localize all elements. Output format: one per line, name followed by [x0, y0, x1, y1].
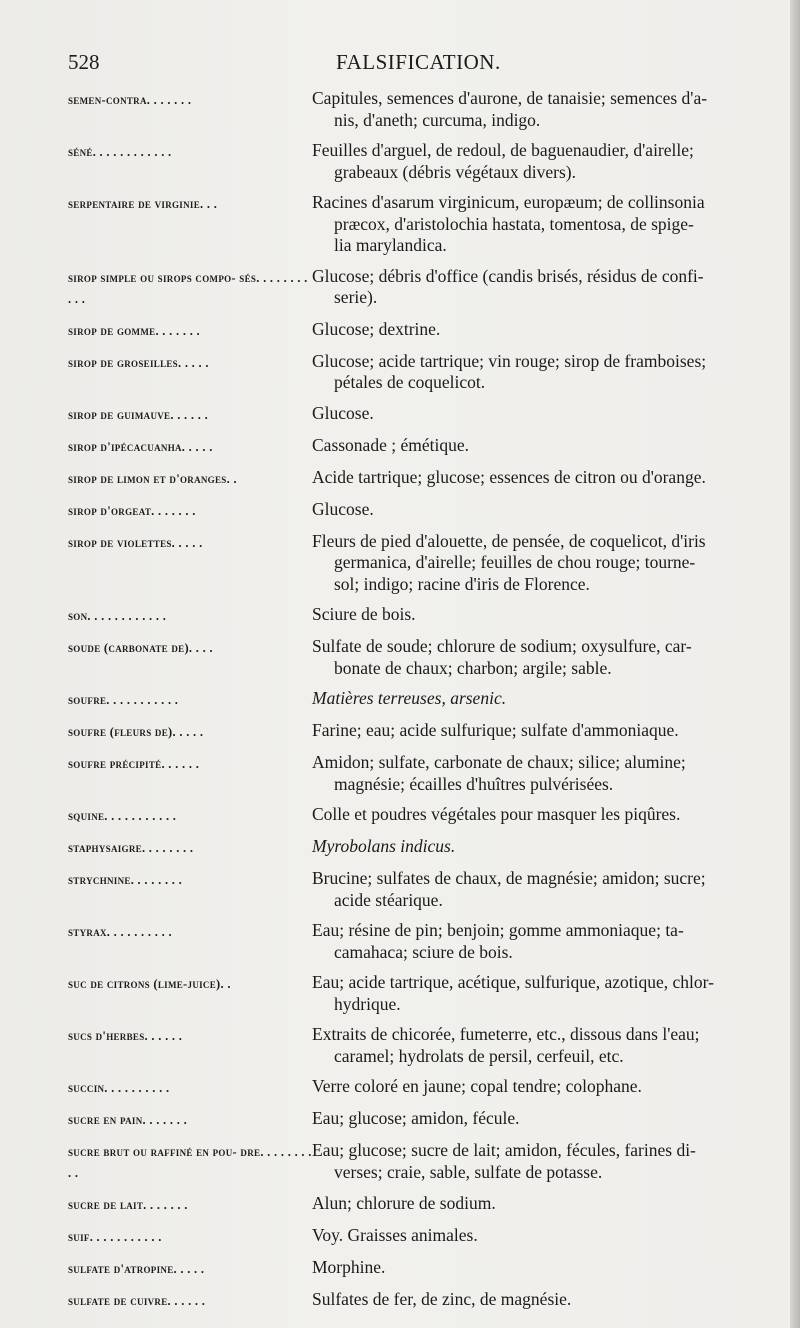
description-line: Glucose.: [312, 498, 374, 519]
entry-term: sucre brut ou raffiné en pou- dre. . . . . . . . . .: [68, 1145, 312, 1180]
entry-term: soufre précipité. . . . . .: [68, 757, 200, 771]
entry-term: succin. . . . . . . . . .: [68, 1081, 170, 1095]
entry-row: [68, 720, 740, 743]
description-line: magnésie; écailles d'huîtres pulvérisées.: [334, 773, 614, 794]
description-line: Farine; eau; acide sulfurique; sulfate d'ammoniaque.: [312, 720, 679, 740]
entry-description: [312, 1024, 740, 1067]
entry-row: [68, 435, 740, 458]
entry-description: [312, 604, 740, 626]
description-line: Glucose.: [312, 402, 374, 423]
description-line: Sulfate de soude; chlorure de sodium; oxysulfure, car-: [312, 636, 692, 656]
entry-term: sirop de gomme. . . . . . .: [68, 323, 200, 338]
entry-row: [68, 804, 740, 827]
entry-term: sirop de groseilles. . . . .: [68, 355, 209, 370]
entry-term: styrax. . . . . . . . . .: [68, 925, 172, 939]
entry-row: [68, 319, 740, 342]
entry-term: sulfate de cuivre. . . . . .: [68, 1294, 206, 1308]
entry-row: [68, 972, 740, 1015]
entry-term: séné. . . . . . . . . . . .: [68, 145, 172, 159]
entry-term: sirop de violettes. . . . .: [68, 535, 203, 550]
entry-description: [312, 1108, 740, 1130]
entry-term: staphysaigre. . . . . . . .: [68, 841, 194, 855]
entry-row: [68, 1140, 740, 1184]
entry-row: [68, 1257, 740, 1280]
description-line: Eau; résine de pin; benjoin; gomme ammoniaque; ta-: [312, 920, 684, 940]
entry-description: [312, 972, 740, 1015]
entry-row: [68, 140, 740, 183]
description-line: serie).: [334, 287, 378, 307]
entry-description: [312, 868, 740, 911]
entry-list: [68, 88, 740, 1321]
description-line: Eau; glucose; sucre de lait; amidon, fécules, farines di-: [312, 1140, 696, 1160]
description-line: præcox, d'aristolochia hastata, tomentosa, de spige-: [334, 213, 694, 234]
description-line: Extraits de chicorée, fumeterre, etc., dissous dans l'eau;: [312, 1024, 700, 1044]
description-line: Amidon; sulfate, carbonate de chaux; silice; alumine;: [312, 752, 686, 772]
entry-description: [312, 1076, 740, 1098]
description-line: acide stéarique.: [334, 889, 443, 910]
description-line: pétales de coquelicot.: [334, 372, 486, 392]
description-line: Sulfates de fer, de zinc, de magnésie.: [312, 1289, 572, 1309]
description-line: Racines d'asarum virginicum, europæum; de collinsonia: [312, 192, 705, 212]
entry-row: [68, 351, 740, 394]
entry-description: [312, 636, 740, 679]
description-line: Colle et poudres végétales pour masquer les piqûres.: [312, 804, 681, 824]
description-line: Morphine.: [312, 1257, 386, 1277]
entry-row: [68, 1225, 740, 1248]
description-line: verses; craie, sable, sulfate de potasse.: [334, 1161, 603, 1182]
entry-description: [312, 720, 740, 742]
description-line: caramel; hydrolats de persil, cerfeuil, etc.: [334, 1045, 624, 1066]
description-line: grabeaux (débris végétaux divers).: [334, 161, 576, 182]
entry-term: soufre (fleurs de). . . . .: [68, 725, 204, 739]
description-line: lia marylandica.: [334, 235, 447, 255]
entry-description: [312, 140, 740, 183]
description-line: Brucine; sulfates de chaux, de magnésie; amidon; sucre;: [312, 868, 706, 888]
entry-term: suif. . . . . . . . . . .: [68, 1230, 162, 1244]
description-line: camahaca; sciure de bois.: [334, 941, 513, 962]
entry-row: [68, 604, 740, 627]
entry-row: [68, 868, 740, 911]
description-line: Alun; chlorure de sodium.: [312, 1193, 496, 1213]
description-line: hydrique.: [334, 993, 401, 1014]
entry-row: [68, 266, 740, 310]
description-line: Eau; acide tartrique, acétique, sulfurique, azotique, chlor-: [312, 972, 714, 992]
entry-description: [312, 435, 740, 457]
page-header: [68, 50, 788, 80]
description-line: sol; indigo; racine d'iris de Florence.: [334, 573, 590, 594]
entry-row: [68, 836, 740, 859]
description-line: Voy. Graisses animales.: [312, 1225, 478, 1245]
entry-term: serpentaire de virginie. . .: [68, 197, 218, 211]
entry-description: [312, 319, 740, 341]
entry-description: [312, 531, 740, 596]
description-line: Verre coloré en jaune; copal tendre; colophane.: [312, 1076, 642, 1096]
entry-description: [312, 1257, 740, 1279]
entry-description: [312, 467, 740, 489]
entry-term: sulfate d'atropine. . . . .: [68, 1262, 205, 1276]
description-line: Eau; glucose; amidon, fécule.: [312, 1108, 520, 1128]
entry-description: [312, 752, 740, 795]
entry-term: soufre. . . . . . . . . . .: [68, 693, 179, 707]
entry-term: sirop de limon et d'oranges. .: [68, 471, 237, 486]
entry-row: [68, 531, 740, 596]
entry-row: [68, 88, 740, 131]
description-line: Acide tartrique; glucose; essences de citron ou d'orange.: [312, 466, 706, 487]
entry-row: [68, 403, 740, 426]
entry-row: [68, 1076, 740, 1099]
entry-term: sirop de guimauve. . . . . .: [68, 407, 209, 422]
description-line: nis, d'aneth; curcuma, indigo.: [334, 109, 541, 130]
entry-term: sucre de lait. . . . . . .: [68, 1198, 188, 1212]
entry-row: [68, 1289, 740, 1312]
entry-term: sirop d'orgeat. . . . . . .: [68, 503, 196, 518]
entry-term: suc de citrons (lime-juice). .: [68, 977, 231, 991]
entry-description: [312, 266, 740, 309]
entry-description: [312, 1140, 740, 1183]
entry-row: [68, 636, 740, 679]
entry-term: sirop simple ou sirops compo- sés. . . . . . . . . . .: [68, 270, 308, 306]
entry-row: [68, 1193, 740, 1216]
description-line: Glucose; débris d'office (candis brisés, résidus de confi-: [312, 265, 704, 286]
entry-row: [68, 920, 740, 963]
entry-term: soude (carbonate de). . . .: [68, 641, 213, 655]
entry-description: [312, 351, 740, 394]
description-line: Matières terreuses, arsenic.: [312, 688, 507, 708]
page-edge: [790, 0, 800, 1328]
entry-term: sucre en pain. . . . . . .: [68, 1113, 188, 1127]
description-line: germanica, d'airelle; feuilles de chou rouge; tourne-: [334, 552, 696, 572]
entry-row: [68, 1024, 740, 1067]
entry-term: sucs d'herbes. . . . . .: [68, 1029, 183, 1043]
description-line: Glucose; acide tartrique; vin rouge; sirop de framboises;: [312, 350, 707, 371]
entry-description: [312, 1193, 740, 1215]
description-line: Feuilles d'arguel, de redoul, de baguenaudier, d'airelle;: [312, 140, 694, 160]
entry-description: [312, 920, 740, 963]
entry-row: [68, 467, 740, 490]
entry-description: [312, 403, 740, 425]
entry-row: [68, 192, 740, 257]
entry-term: strychnine. . . . . . . .: [68, 873, 183, 887]
description-line: Glucose; dextrine.: [312, 318, 441, 339]
running-title: FALSIFICATION.: [336, 50, 501, 74]
description-line: Sciure de bois.: [312, 604, 416, 624]
description-line: bonate de chaux; charbon; argile; sable.: [334, 657, 612, 678]
page-number: 528: [68, 50, 100, 74]
entry-description: [312, 1225, 740, 1247]
description-line: Capitules, semences d'aurone, de tanaisie; semences d'a-: [312, 88, 708, 108]
entry-term: sirop d'ipécacuanha. . . . .: [68, 439, 213, 454]
entry-description: [312, 688, 740, 710]
entry-description: [312, 836, 740, 858]
entry-description: [312, 499, 740, 521]
entry-row: [68, 752, 740, 795]
entry-description: [312, 192, 740, 257]
description-line: Myrobolans indicus.: [312, 836, 456, 856]
description-line: Fleurs de pied d'alouette, de pensée, de coquelicot, d'iris: [312, 530, 706, 551]
description-line: Cassonade ; émétique.: [312, 434, 469, 455]
entry-description: [312, 88, 740, 131]
entry-description: [312, 804, 740, 826]
entry-row: [68, 688, 740, 711]
entry-description: [312, 1289, 740, 1311]
entry-term: squine. . . . . . . . . . .: [68, 809, 177, 823]
entry-row: [68, 499, 740, 522]
entry-row: [68, 1108, 740, 1131]
entry-term: son. . . . . . . . . . . .: [68, 609, 167, 623]
entry-term: semen-contra. . . . . . .: [68, 93, 192, 107]
